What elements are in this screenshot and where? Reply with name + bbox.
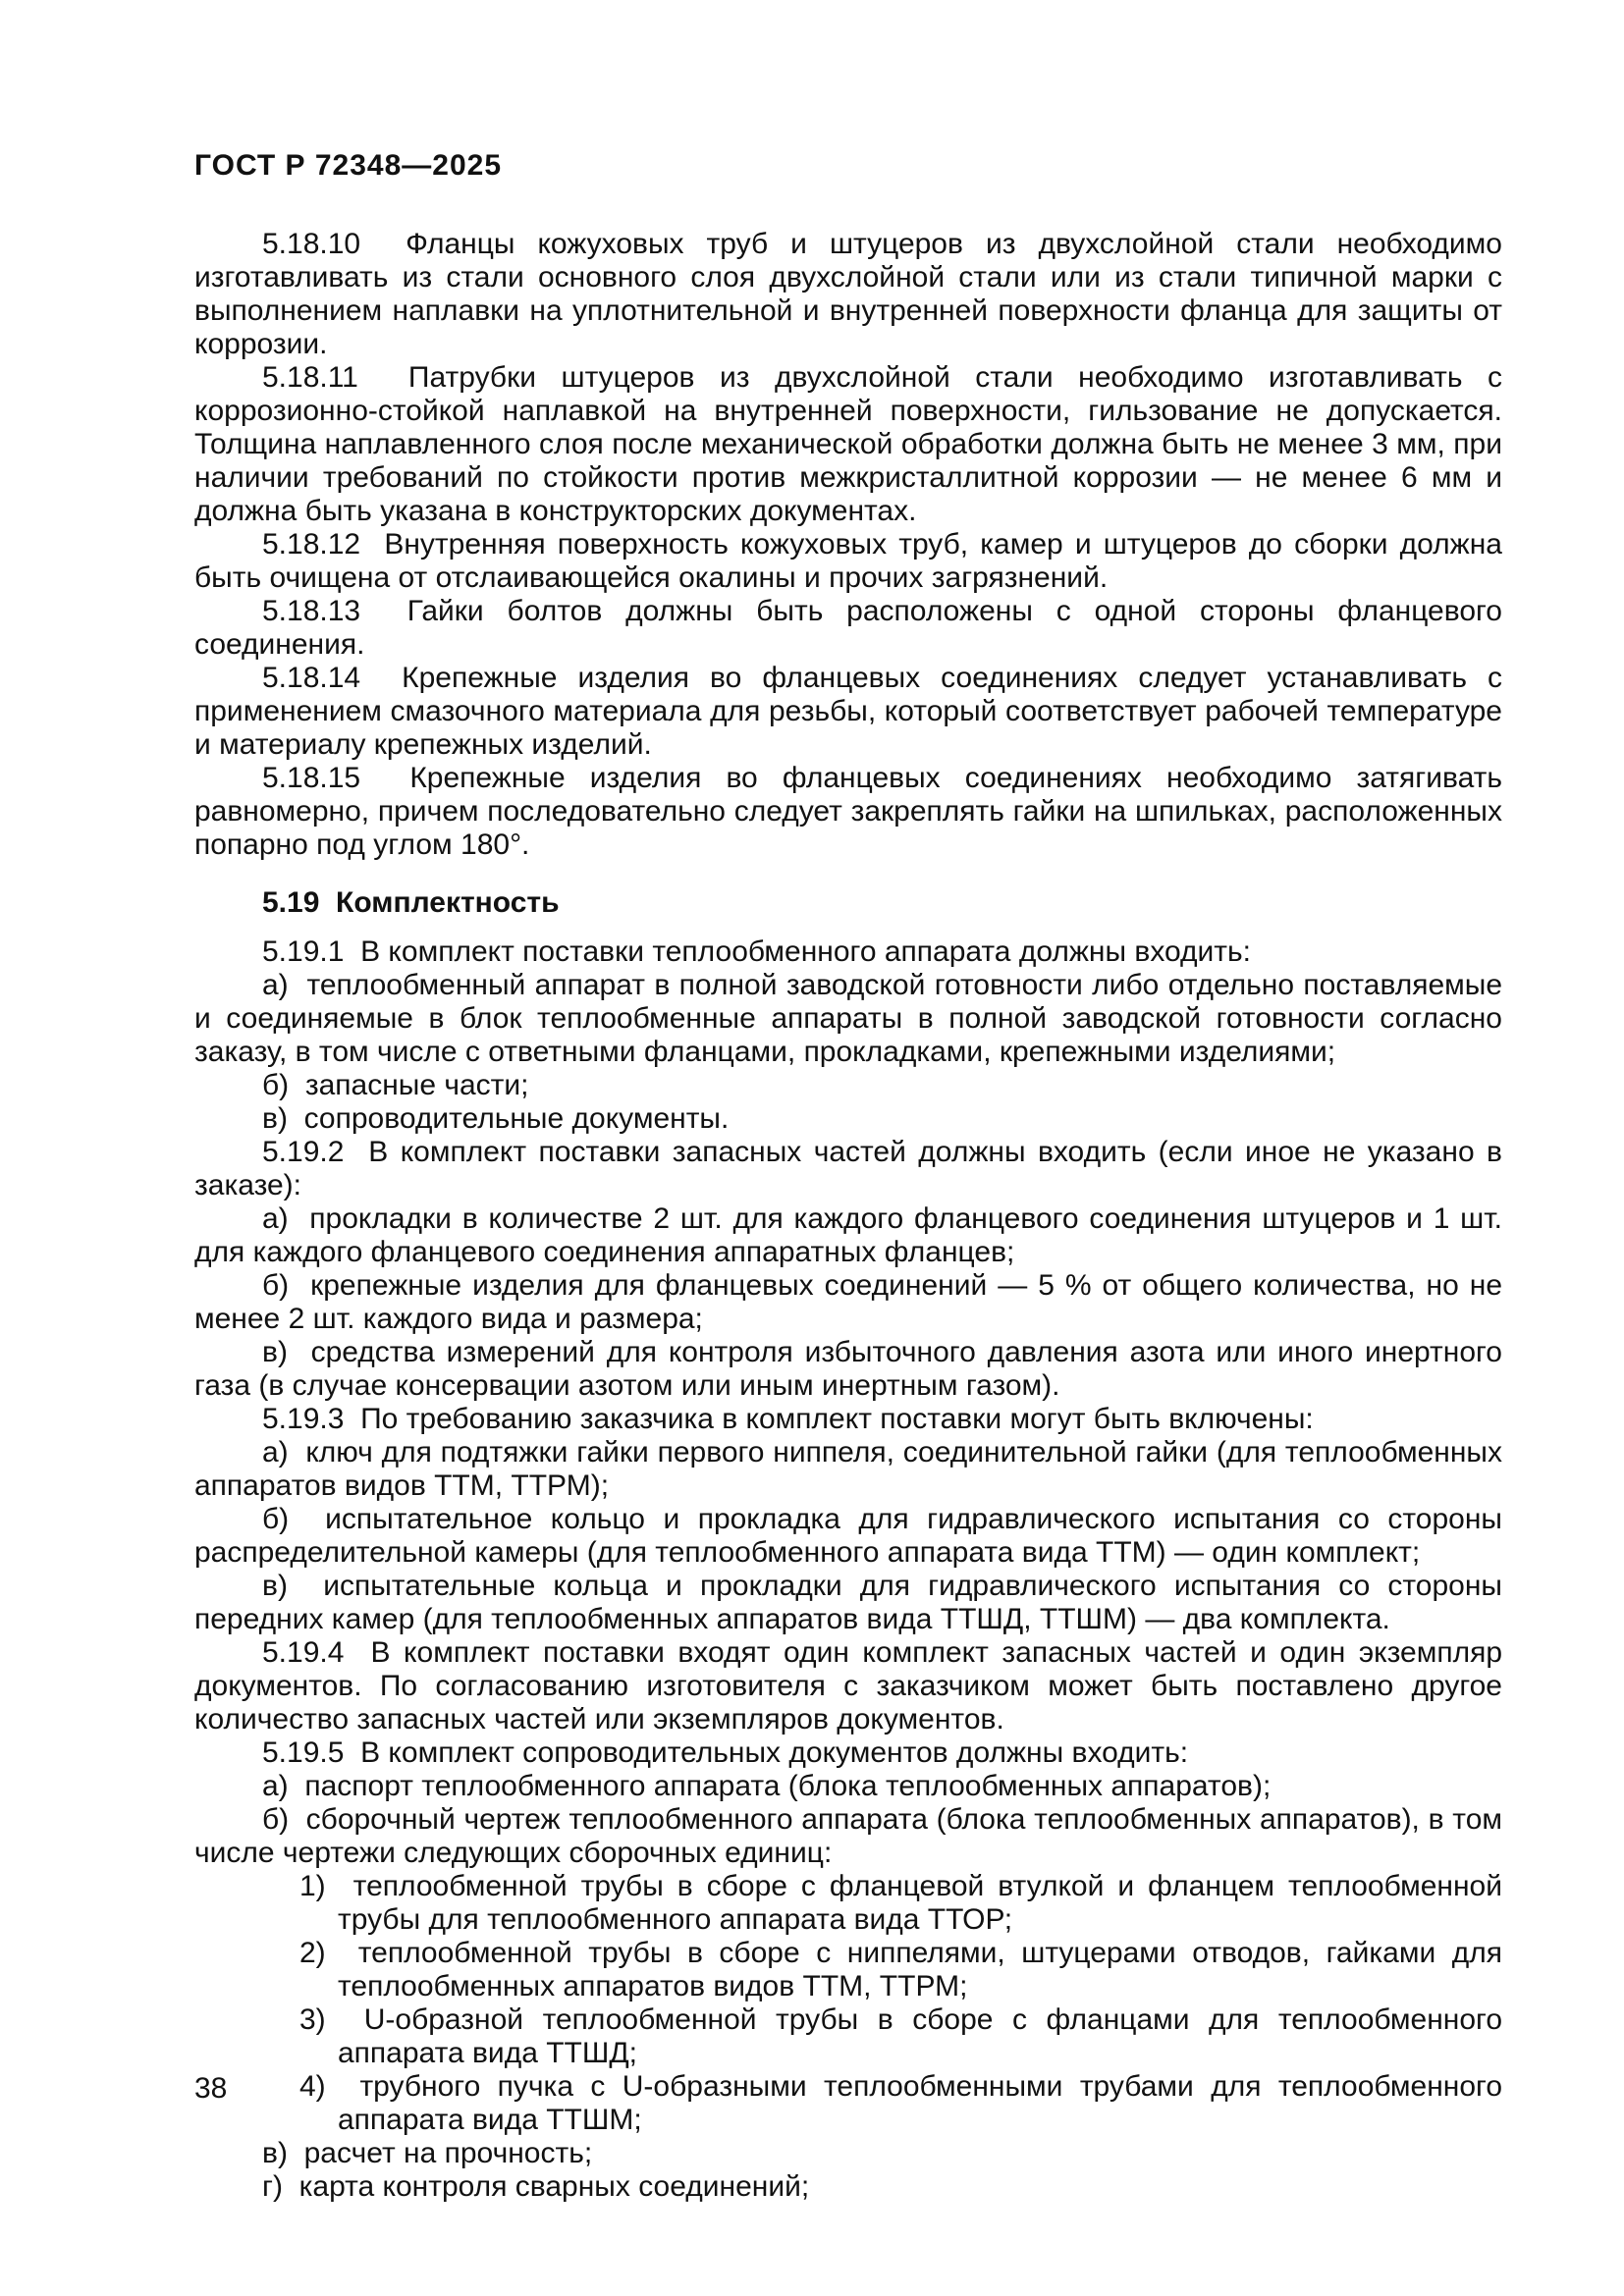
clause-5-19-3-item-b: б) испытательное кольцо и прокладка для гидравлического испытания со стороны распределительной камеры (для теплообменного аппарата вида ТТМ) — один комплект; — [194, 1503, 1502, 1569]
clause-5-19-5-item-b: б) сборочный чертеж теплообменного аппарата (блока теплообменных аппаратов), в том числе чертежи следующих сборочных единиц: — [194, 1803, 1502, 1869]
clause-5-19-2: 5.19.2 В комплект поставки запасных частей должны входить (если иное не указано в заказе): — [194, 1136, 1502, 1201]
clause-5-18-11: 5.18.11 Патрубки штуцеров из двухслойной стали необходимо изготавливать с коррозионно-стойкой наплавкой на внутренней поверхности, гильзование не допускается. Толщина наплавленного слоя после механической обработки должна быть не менее 3 мм, при наличии требований по стойкости против межкристаллитной коррозии — не менее 6 мм и должна быть указана в конструкторских документах. — [194, 361, 1502, 527]
clause-5-18-12: 5.18.12 Внутренняя поверхность кожуховых труб, камер и штуцеров до сборки должна быть очищена от отслаивающейся окалины и прочих загрязнений. — [194, 528, 1502, 594]
clause-5-18-14: 5.18.14 Крепежные изделия во фланцевых соединениях следует устанавливать с применением смазочного материала для резьбы, который соответствует рабочей температуре и материалу крепежных изделий. — [194, 662, 1502, 761]
clause-5-19-4: 5.19.4 В комплект поставки входят один комплект запасных частей и один экземпляр документов. По согласованию изготовителя с заказчиком может быть поставлено другое количество запасных частей или экземпляров документов. — [194, 1636, 1502, 1735]
clause-5-19-5-subitem-4: 4) трубного пучка с U-образными теплообменными трубами для теплообменного аппарата вида ТТШМ; — [299, 2070, 1502, 2136]
clause-5-19-5-item-a: а) паспорт теплообменного аппарата (блока теплообменных аппаратов); — [262, 1770, 1272, 1802]
clause-5-19-5-item-g: г) карта контроля сварных соединений; — [262, 2170, 810, 2203]
clause-5-19-3-item-v: в) испытательные кольца и прокладки для гидравлического испытания со стороны передних камер (для теплообменных аппаратов вида ТТШД, ТТШМ) — два комплекта. — [194, 1570, 1502, 1635]
clause-5-19-5-subitem-2: 2) теплообменной трубы в сборе с ниппелями, штуцерами отводов, гайками для теплообменных аппаратов видов ТТМ, ТТРМ; — [299, 1937, 1502, 2002]
clause-5-19-5: 5.19.5 В комплект сопроводительных документов должны входить: — [262, 1736, 1189, 1769]
clause-5-19-5-subitem-3: 3) U-образной теплообменной трубы в сборе с фланцами для теплообменного аппарата вида ТТШД; — [299, 2003, 1502, 2069]
clause-5-19-2-item-a: а) прокладки в количестве 2 шт. для каждого фланцевого соединения штуцеров и 1 шт. для каждого фланцевого соединения аппаратных фланцев; — [194, 1202, 1502, 1268]
clause-5-19-1-item-v: в) сопроводительные документы. — [262, 1102, 730, 1135]
clause-5-19-3: 5.19.3 По требованию заказчика в комплект поставки могут быть включены: — [262, 1403, 1314, 1435]
clause-5-19-1-item-b: б) запасные части; — [262, 1069, 529, 1101]
page-number: 38 — [194, 2072, 228, 2105]
clause-5-19-2-item-v: в) средства измерений для контроля избыточного давления азота или иного инертного газа (в случае консервации азотом или иным инертным газом). — [194, 1336, 1502, 1402]
doc-body — [194, 228, 1502, 2204]
clause-5-19-2-item-b: б) крепежные изделия для фланцевых соединений — 5 % от общего количества, но не менее 2 шт. каждого вида и размера; — [194, 1269, 1502, 1335]
clause-5-19-1-item-a: а) теплообменный аппарат в полной заводской готовности либо отдельно поставляемые и соединяемые в блок теплообменные аппараты в полной заводской готовности согласно заказу, в том числе с ответными фланцами, прокладками, крепежными изделиями; — [194, 969, 1502, 1068]
doc-header-code: ГОСТ Р 72348—2025 — [194, 149, 503, 182]
clause-5-19-5-subitem-1: 1) теплообменной трубы в сборе с фланцевой втулкой и фланцем теплообменной трубы для теплообменного аппарата вида ТТОР; — [299, 1870, 1502, 1936]
clause-5-19-1: 5.19.1 В комплект поставки теплообменного аппарата должны входить: — [262, 935, 1251, 968]
clause-5-19-3-item-a: а) ключ для подтяжки гайки первого ниппеля, соединительной гайки (для теплообменных аппаратов видов ТТМ, ТТРМ); — [194, 1436, 1502, 1502]
section-heading-5-19: 5.19 Комплектность — [262, 886, 560, 919]
clause-5-18-15: 5.18.15 Крепежные изделия во фланцевых соединениях необходимо затягивать равномерно, причем последовательно следует закреплять гайки на шпильках, расположенных попарно под углом 180°. — [194, 762, 1502, 861]
clause-5-18-10: 5.18.10 Фланцы кожуховых труб и штуцеров из двухслойной стали необходимо изготавливать из стали основного слоя двухслойной стали или из стали типичной марки с выполнением наплавки на уплотнительной и внутренней поверхности фланца для защиты от коррозии. — [194, 228, 1502, 360]
clause-5-19-5-item-v: в) расчет на прочность; — [262, 2137, 593, 2169]
clause-5-18-13: 5.18.13 Гайки болтов должны быть расположены с одной стороны фланцевого соединения. — [194, 595, 1502, 661]
